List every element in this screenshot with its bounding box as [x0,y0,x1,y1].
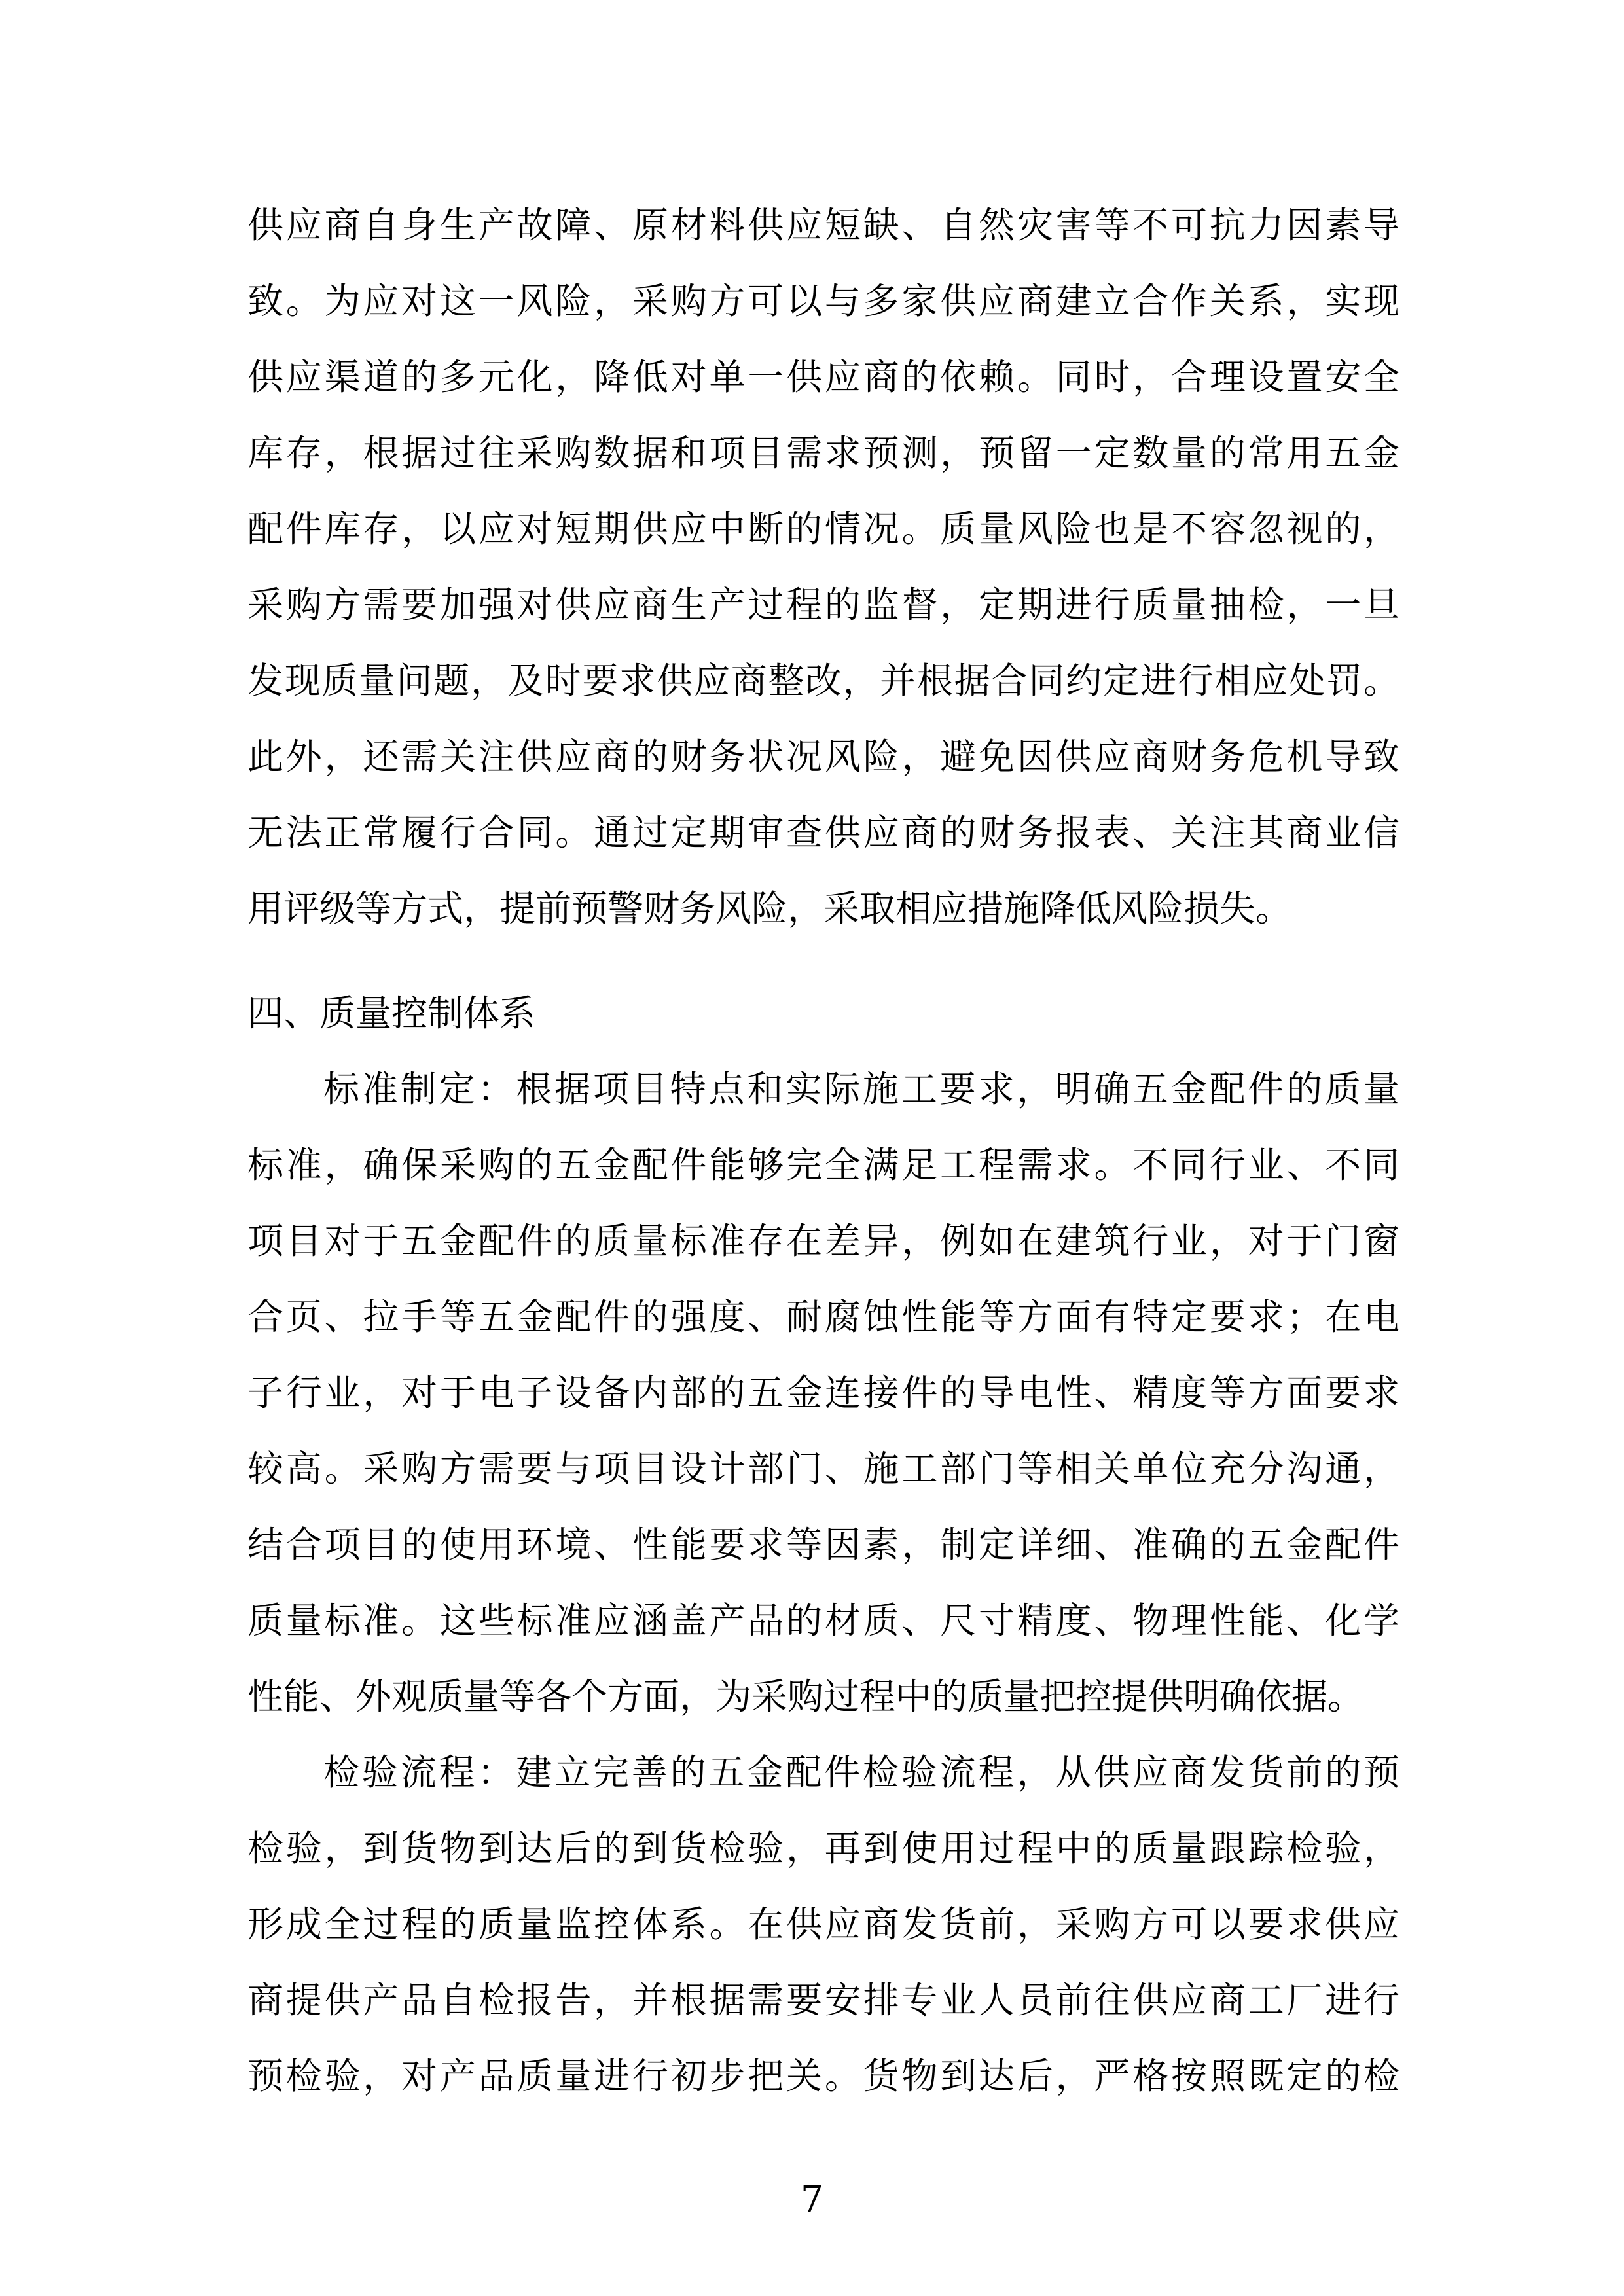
text-line: 供应商自身生产故障、原材料供应短缺、自然灾害等不可抗力因素导 [247,204,1399,246]
text-line: 发现质量问题，及时要求供应商整改，并根据合同约定进行相应处罚。 [247,660,1399,702]
text-line: 无法正常履行合同。通过定期审查供应商的财务报表、关注其商业信 [247,812,1399,853]
text-line: 检验流程：建立完善的五金配件检验流程，从供应商发货前的预 [323,1751,1399,1793]
page-number: 7 [801,2178,823,2220]
text-line: 用评级等方式，提前预警财务风险，采取相应措施降低风险损失。 [247,888,1292,929]
text-line: 标准，确保采购的五金配件能够完全满足工程需求。不同行业、不同 [247,1144,1399,1186]
text-line: 预检验，对产品质量进行初步把关。货物到达后，严格按照既定的检 [247,2055,1399,2097]
text-line: 子行业，对于电子设备内部的五金连接件的导电性、精度等方面要求 [247,1372,1399,1414]
text-line: 此外，还需关注供应商的财务状况风险，避免因供应商财务危机导致 [247,736,1399,778]
text-line: 性能、外观质量等各个方面，为采购过程中的质量把控提供明确依据。 [247,1676,1364,1717]
text-line: 形成全过程的质量监控体系。在供应商发货前，采购方可以要求供应 [247,1903,1399,1945]
text-line: 配件库存，以应对短期供应中断的情况。质量风险也是不容忽视的， [247,508,1399,550]
section-heading: 四、质量控制体系 [247,992,536,1034]
text-line: 标准制定：根据项目特点和实际施工要求，明确五金配件的质量 [323,1068,1399,1110]
text-line: 供应渠道的多元化，降低对单一供应商的依赖。同时，合理设置安全 [247,356,1399,398]
text-line: 较高。采购方需要与项目设计部门、施工部门等相关单位充分沟通， [247,1448,1399,1490]
text-line: 采购方需要加强对供应商生产过程的监督，定期进行质量抽检，一旦 [247,584,1399,626]
text-line: 结合项目的使用环境、性能要求等因素，制定详细、准确的五金配件 [247,1524,1399,1566]
text-line: 商提供产品自检报告，并根据需要安排专业人员前往供应商工厂进行 [247,1979,1399,2021]
text-line: 合页、拉手等五金配件的强度、耐腐蚀性能等方面有特定要求；在电 [247,1296,1399,1338]
text-line: 质量标准。这些标准应涵盖产品的材质、尺寸精度、物理性能、化学 [247,1600,1399,1641]
text-line: 致。为应对这一风险，采购方可以与多家供应商建立合作关系，实现 [247,280,1399,322]
text-line: 项目对于五金配件的质量标准存在差异，例如在建筑行业，对于门窗 [247,1220,1399,1262]
text-line: 检验，到货物到达后的到货检验，再到使用过程中的质量跟踪检验， [247,1827,1399,1869]
text-line: 库存，根据过往采购数据和项目需求预测，预留一定数量的常用五金 [247,432,1399,474]
